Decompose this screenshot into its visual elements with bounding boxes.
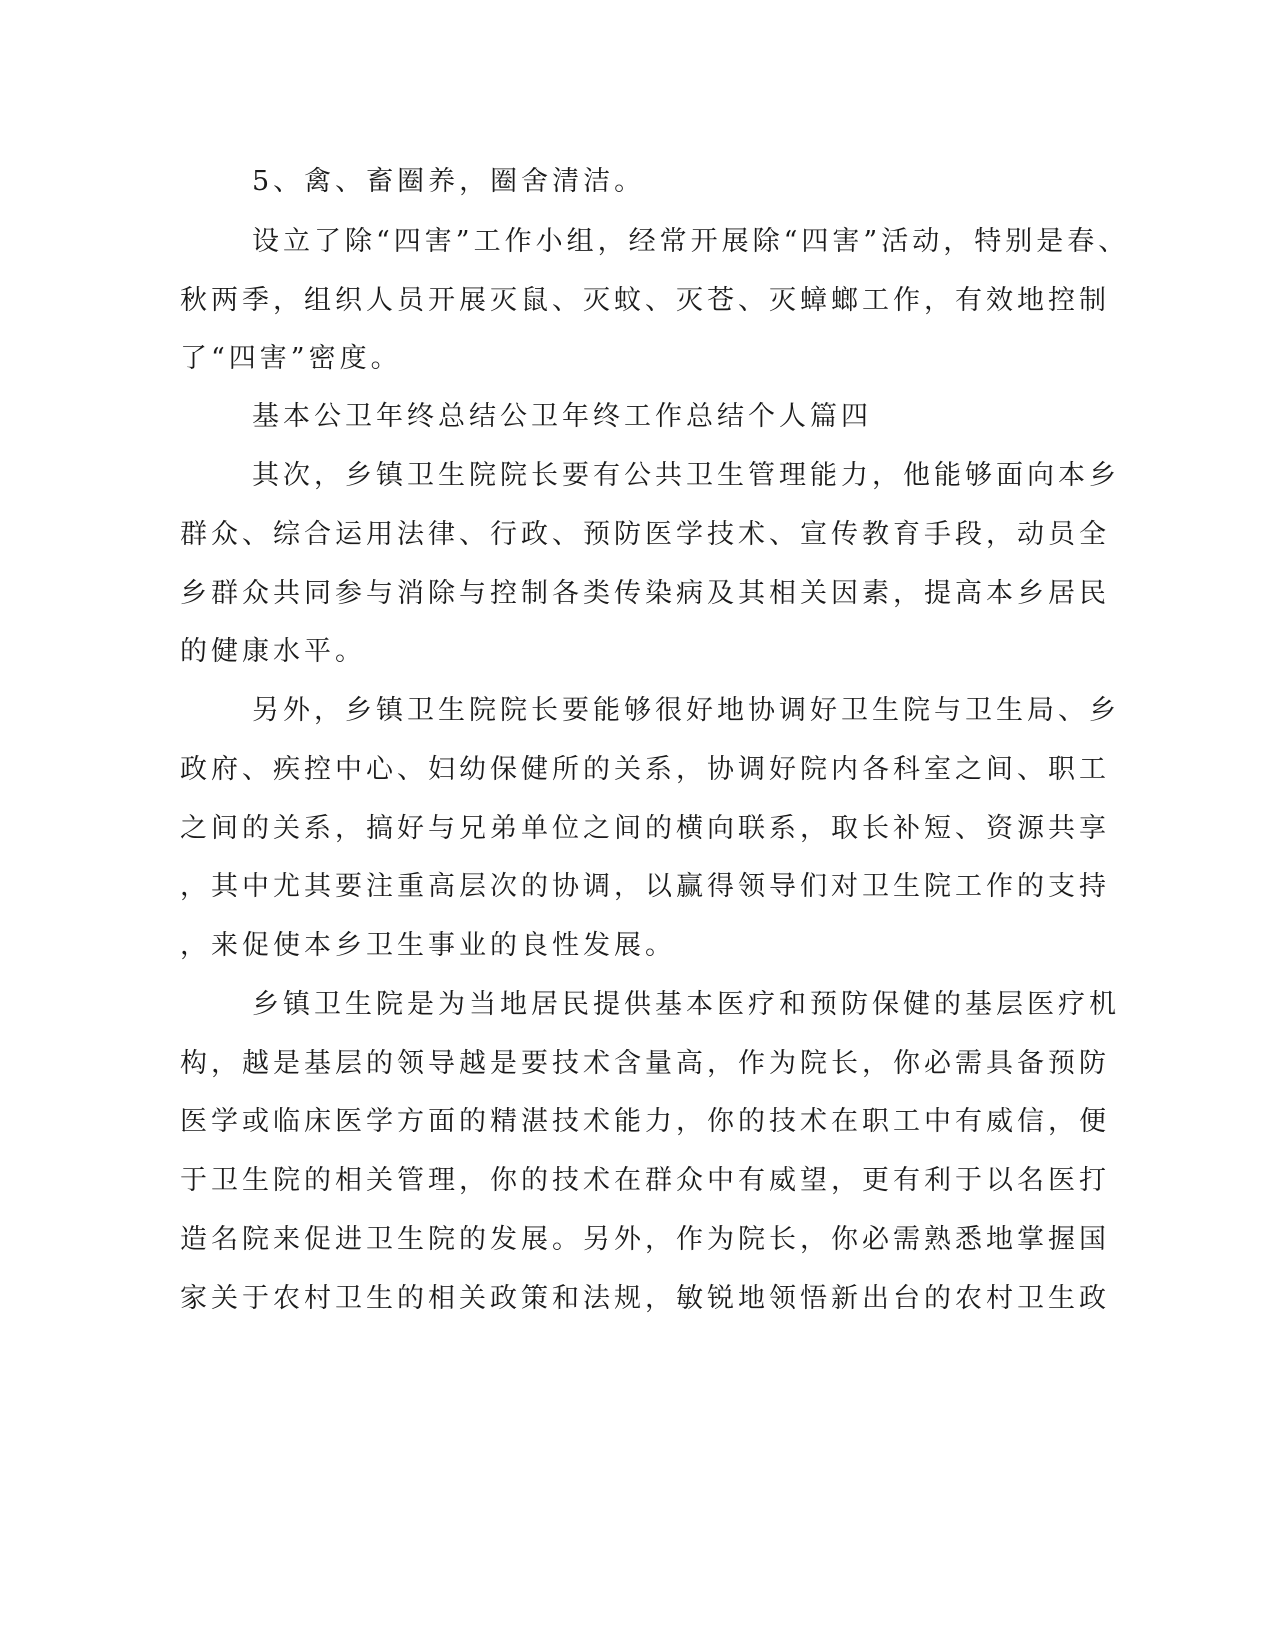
text-line: 于卫生院的相关管理，你的技术在群众中有威望，更有利于以名医打 (180, 1165, 1110, 1196)
text-line: 造名院来促进卫生院的发展。另外，作为院长，你必需熟悉地掌握国 (180, 1224, 1110, 1255)
text-line: 乡镇卫生院是为当地居民提供基本医疗和预防保健的基层医疗机 (252, 989, 1120, 1020)
text-line: 乡群众共同参与消除与控制各类传染病及其相关因素，提高本乡居民 (180, 578, 1110, 609)
text-line: 其次，乡镇卫生院院长要有公共卫生管理能力，他能够面向本乡 (252, 460, 1120, 491)
text-line: ，其中尤其要注重高层次的协调，以赢得领导们对卫生院工作的支持 (180, 871, 1110, 902)
text-line: 了“四害”密度。 (180, 343, 402, 374)
text-line: 5、禽、畜圈养，圈舍清洁。 (252, 166, 646, 197)
section-heading: 基本公卫年终总结公卫年终工作总结个人篇四 (252, 401, 872, 432)
text-line: ，来促使本乡卫生事业的良性发展。 (180, 930, 676, 961)
text-line: 家关于农村卫生的相关政策和法规，敏锐地领悟新出台的农村卫生政 (180, 1283, 1110, 1314)
text-line: 构，越是基层的领导越是要技术含量高，作为院长，你必需具备预防 (180, 1048, 1110, 1079)
text-line: 的健康水平。 (180, 636, 366, 667)
text-line: 设立了除“四害”工作小组，经常开展除“四害”活动，特别是春、 (252, 226, 1130, 257)
text-line: 群众、综合运用法律、行政、预防医学技术、宣传教育手段，动员全 (180, 519, 1110, 550)
text-line: 医学或临床医学方面的精湛技术能力，你的技术在职工中有威信，便 (180, 1106, 1110, 1137)
text-line: 秋两季，组织人员开展灭鼠、灭蚊、灭苍、灭蟑螂工作，有效地控制 (180, 285, 1110, 316)
text-line: 政府、疾控中心、妇幼保健所的关系，协调好院内各科室之间、职工 (180, 754, 1110, 785)
text-line: 之间的关系，搞好与兄弟单位之间的横向联系，取长补短、资源共享 (180, 813, 1110, 844)
text-line: 另外，乡镇卫生院院长要能够很好地协调好卫生院与卫生局、乡 (252, 695, 1120, 726)
